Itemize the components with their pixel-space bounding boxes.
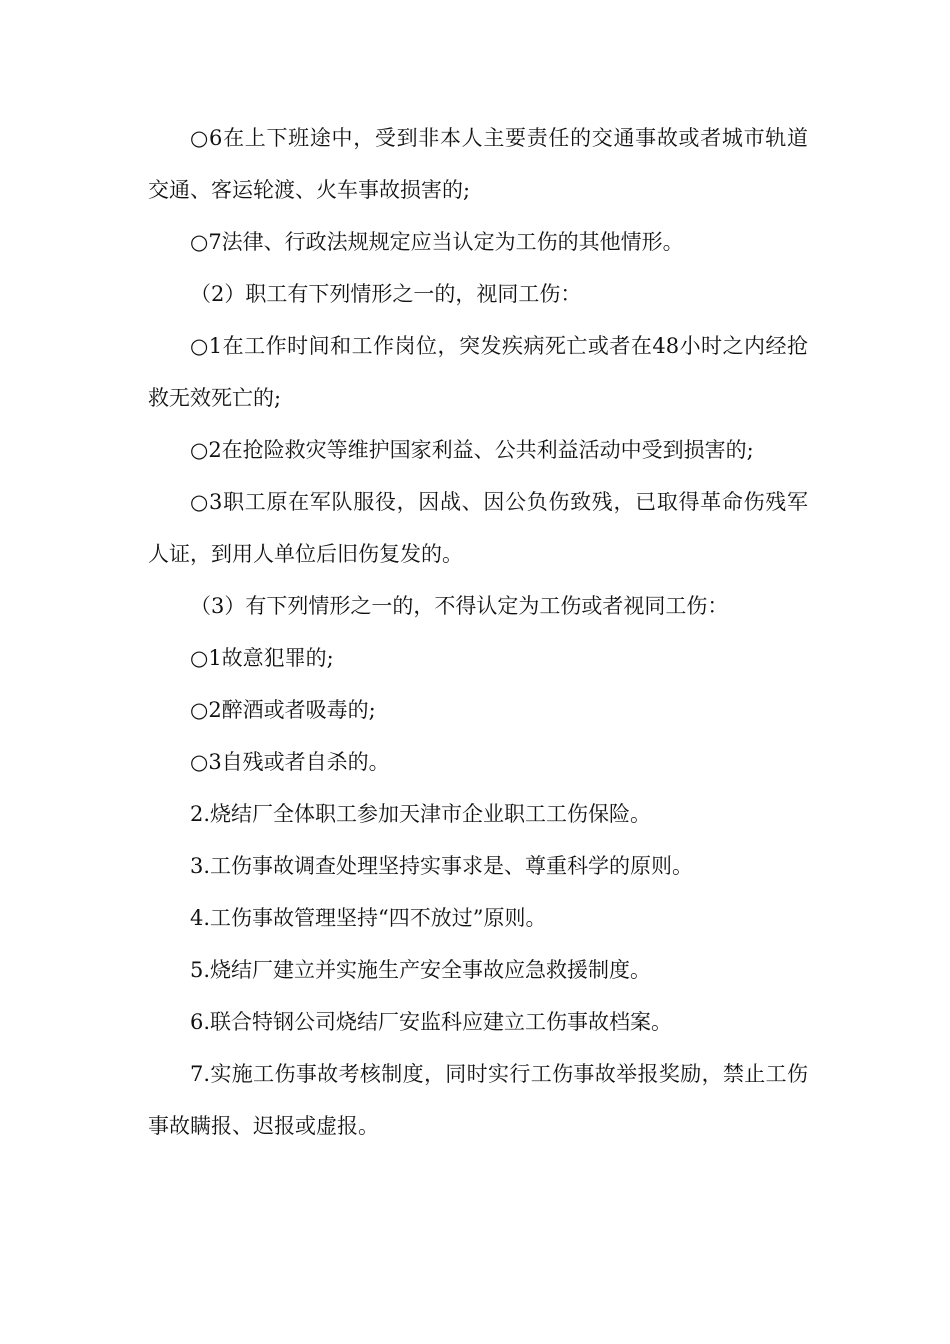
paragraph-item-2-drunk-or-drugs: ○2醉酒或者吸毒的; xyxy=(190,698,376,722)
paragraph-item-7-other-circumstances: ○7法律、行政法规规定应当认定为工伤的其他情形。 xyxy=(190,230,684,254)
paragraph-section-3-heading: （3）有下列情形之一的，不得认定为工伤或者视同工伤： xyxy=(190,594,729,618)
paragraph-rule-6: 6.联合特钢公司烧结厂安监科应建立工伤事故档案。 xyxy=(190,1010,673,1034)
paragraph-rule-7: 7.实施工伤事故考核制度，同时实行工伤事故举报奖励，禁止工伤事故瞒报、迟报或虚报。 xyxy=(148,1062,808,1138)
paragraph-rule-2: 2.烧结厂全体职工参加天津市企业职工工伤保险。 xyxy=(190,802,652,826)
paragraph-rule-3: 3.工伤事故调查处理坚持实事求是、尊重科学的原则。 xyxy=(190,854,694,878)
paragraph-rule-5: 5.烧结厂建立并实施生产安全事故应急救援制度。 xyxy=(190,958,652,982)
paragraph-item-2-disaster-relief: ○2在抢险救灾等维护国家利益、公共利益活动中受到损害的; xyxy=(190,438,754,462)
paragraph-item-1-sudden-illness: ○1在工作时间和工作岗位，突发疾病死亡或者在48小时之内经抢救无效死亡的; xyxy=(148,334,808,410)
paragraph-item-6-commute-accident: ○6在上下班途中，受到非本人主要责任的交通事故或者城市轨道交通、客运轮渡、火车事故损害的; xyxy=(148,126,808,202)
paragraph-rule-4: 4.工伤事故管理坚持“四不放过”原则。 xyxy=(190,906,547,930)
paragraph-section-2-heading: （2）职工有下列情形之一的，视同工伤： xyxy=(190,282,582,306)
paragraph-item-1-intentional-crime: ○1故意犯罪的; xyxy=(190,646,334,670)
paragraph-item-3-self-harm: ○3自残或者自杀的。 xyxy=(190,750,390,774)
document-body xyxy=(148,112,808,1152)
paragraph-item-3-military-injury: ○3职工原在军队服役，因战、因公负伤致残，已取得革命伤残军人证，到用人单位后旧伤复发的。 xyxy=(148,490,808,566)
